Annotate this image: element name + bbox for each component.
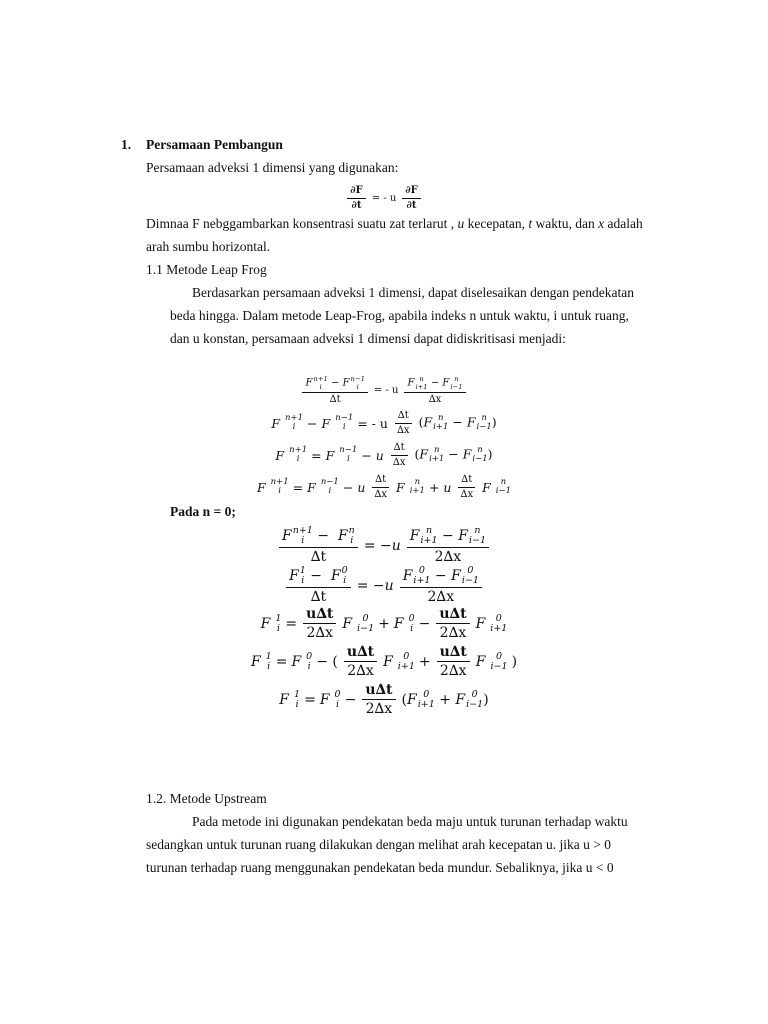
upstream-para-line-3: turunan terhadap ruang menggunakan pendekatan beda mundur. Sebaliknya, jika u < 0 — [146, 860, 614, 875]
leapfrog-para-line-2: beda hingga. Dalam metode Leap-Frog, apabila indeks n untuk waktu, i untuk ruang, — [170, 308, 629, 323]
n-zero-equation-3: F 1 i = $\frac{u\Delta t}{2\Delta x}$ F 0 i−1 + F 0 i − $\frac{u\Delta t}{2\Delta x}$ F 0 i+1 — [260, 606, 508, 642]
n-zero-label: Pada n = 0; — [170, 504, 236, 519]
advection-equation: $\frac{\partial F}{\partial t}$ = - u $\frac{\partial F}{\partial t}$ — [0, 181, 768, 211]
upstream-para-line-2: sedangkan untuk turunan ruang dilakukan dengan melihat arah kecepatan u. jika u > 0 — [146, 837, 611, 852]
upstream-heading: 1.2. Metode Upstream — [146, 791, 267, 806]
n-zero-equation-2: F 1 i − F 0 i ∆t = −u F 0 i+1 − F 0 i−1 2∆x — [0, 566, 768, 605]
n-zero-equation-1: F n+1 i − F n i ∆t = −u F n i+1 − F n i−1 2∆x — [0, 526, 768, 565]
intro-text: Persamaan adveksi 1 dimensi yang digunakan: — [146, 160, 399, 175]
leapfrog-equation-4: F n+1 i = F n−1 i − u $\frac{\Delta t}{\Delta x}$ F n i+1 + u $\frac{\Delta t}{\Delta x}$ F n i−1 — [256, 474, 512, 500]
n-zero-equation-5: F 1 i = F 0 i − $\frac{u\Delta t}{2\Delta x}$ (F 0 i+1 + F 0 i−1 ) — [279, 682, 489, 718]
leapfrog-equation-2: F n+1 i − F n−1 i = - u $\frac{\Delta t}{\Delta x}$ (F n i+1 − F n i−1 ) — [271, 410, 497, 436]
leapfrog-heading: 1.1 Metode Leap Frog — [146, 262, 267, 277]
leapfrog-equation-3: F n+1 i = F n−1 i − u $\frac{\Delta t}{\Delta x}$ (F n i+1 − F n i−1 ) — [275, 442, 493, 468]
n-zero-equation-4: F 1 i = F 0 i − ( $\frac{u\Delta t}{2\Delta x}$ F 0 i+1 + $\frac{u\Delta t}{2\Delta x}$ F 0 i−1 ) — [250, 644, 518, 680]
section-title: Persamaan Pembangun — [146, 137, 283, 152]
section-number: 1. — [121, 137, 132, 152]
leapfrog-equation-1: F n+1 i − F n−1 i ∆t = - u F n i+1 − F n i−1 ∆x — [0, 374, 768, 405]
description-line-1: Dimnaa F nebggambarkan konsentrasi suatu zat terlarut , u kecepatan, t waktu, dan x adalah — [146, 216, 643, 231]
upstream-para-line-1: Pada metode ini digunakan pendekatan beda maju untuk turunan terhadap waktu — [192, 814, 628, 829]
leapfrog-para-line-3: dan u konstan, persamaan adveksi 1 dimensi dapat didiskritisasi menjadi: — [170, 331, 566, 346]
description-line-2: arah sumbu horizontal. — [146, 239, 271, 254]
leapfrog-para-line-1: Berdasarkan persamaan adveksi 1 dimensi, dapat diselesaikan dengan pendekatan — [192, 285, 634, 300]
